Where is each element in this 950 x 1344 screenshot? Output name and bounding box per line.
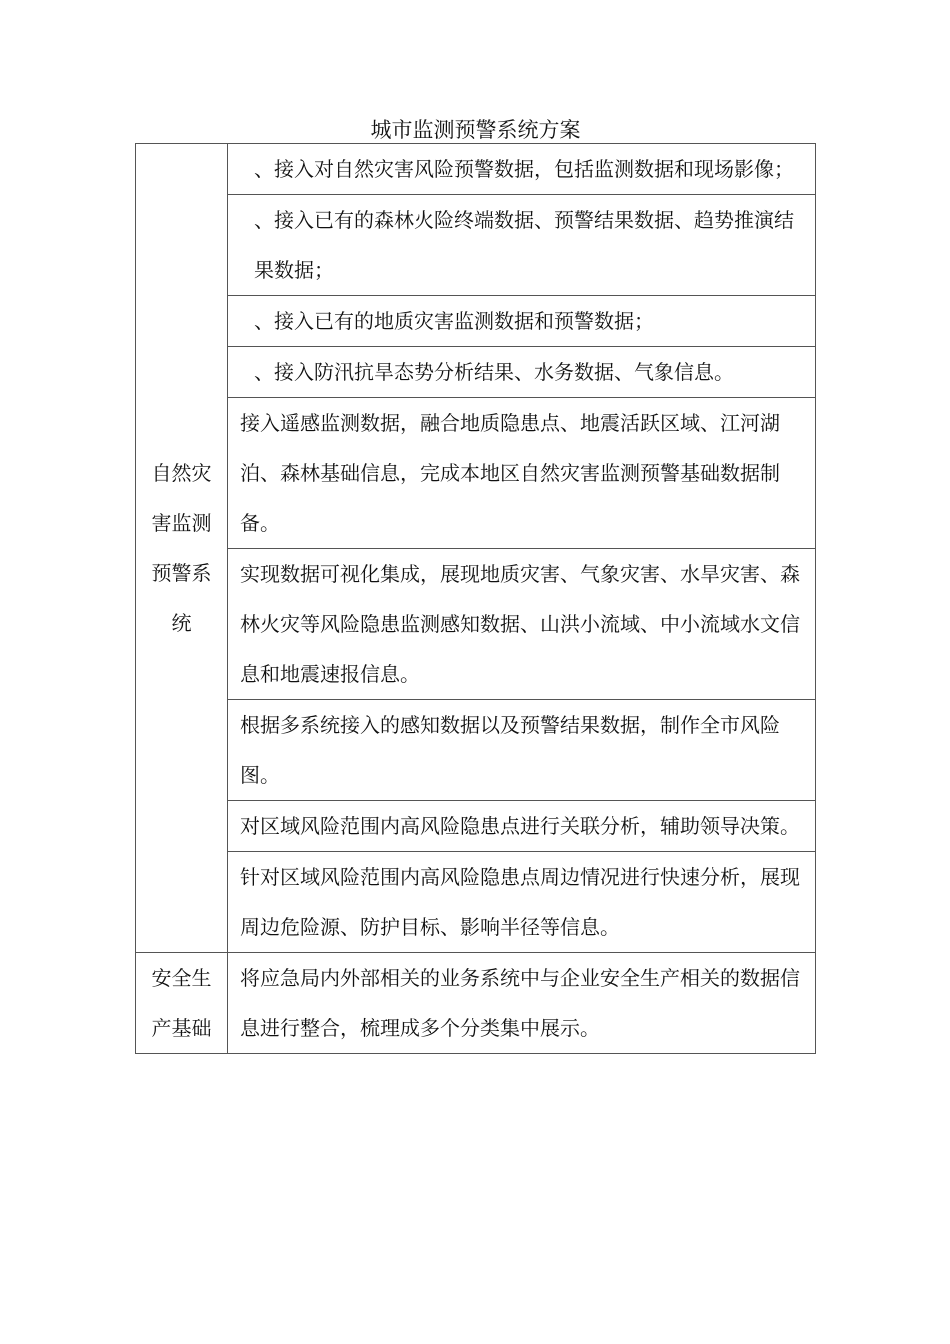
table-row: [136, 398, 816, 549]
item-cell: 、接入防汛抗旱态势分析结果、水务数据、气象信息。: [228, 347, 816, 398]
table-row: [136, 296, 816, 347]
item-cell: 对区域风险范围内高风险隐患点进行关联分析，辅助领导决策。: [228, 801, 816, 852]
table-row: [136, 347, 816, 398]
item-cell: 将应急局内外部相关的业务系统中与企业安全生产相关的数据信息进行整合，梳理成多个分类集中展示。: [228, 953, 816, 1054]
category-label: 安全生产基础: [151, 966, 212, 1040]
table-row: [136, 801, 816, 852]
item-cell: 针对区域风险范围内高风险隐患点周边情况进行快速分析，展现周边危险源、防护目标、影响半径等信息。: [228, 852, 816, 953]
category-cell-safety-production: [136, 953, 228, 1054]
item-cell: 、接入对自然灾害风险预警数据，包括监测数据和现场影像；: [228, 144, 816, 195]
table-row: [136, 953, 816, 1054]
table-row: [136, 195, 816, 296]
item-cell: 、接入已有的森林火险终端数据、预警结果数据、趋势推演结果数据；: [228, 195, 816, 296]
item-cell: 接入遥感监测数据，融合地质隐患点、地震活跃区域、江河湖泊、森林基础信息，完成本地区自然灾害监测预警基础数据制备。: [228, 398, 816, 549]
category-label: 自然灾害监测预警系统: [151, 461, 212, 635]
scheme-table: [135, 143, 816, 1054]
table-row: [136, 549, 816, 700]
category-cell-natural-disaster: [136, 144, 228, 953]
item-cell: 实现数据可视化集成，展现地质灾害、气象灾害、水旱灾害、森林火灾等风险隐患监测感知数据、山洪小流域、中小流域水文信息和地震速报信息。: [228, 549, 816, 700]
document-title: 城市监测预警系统方案: [370, 118, 581, 142]
table-row: [136, 144, 816, 195]
table-row: [136, 852, 816, 953]
item-cell: 、接入已有的地质灾害监测数据和预警数据；: [228, 296, 816, 347]
item-cell: 根据多系统接入的感知数据以及预警结果数据，制作全市风险图。: [228, 700, 816, 801]
table-row: [136, 700, 816, 801]
